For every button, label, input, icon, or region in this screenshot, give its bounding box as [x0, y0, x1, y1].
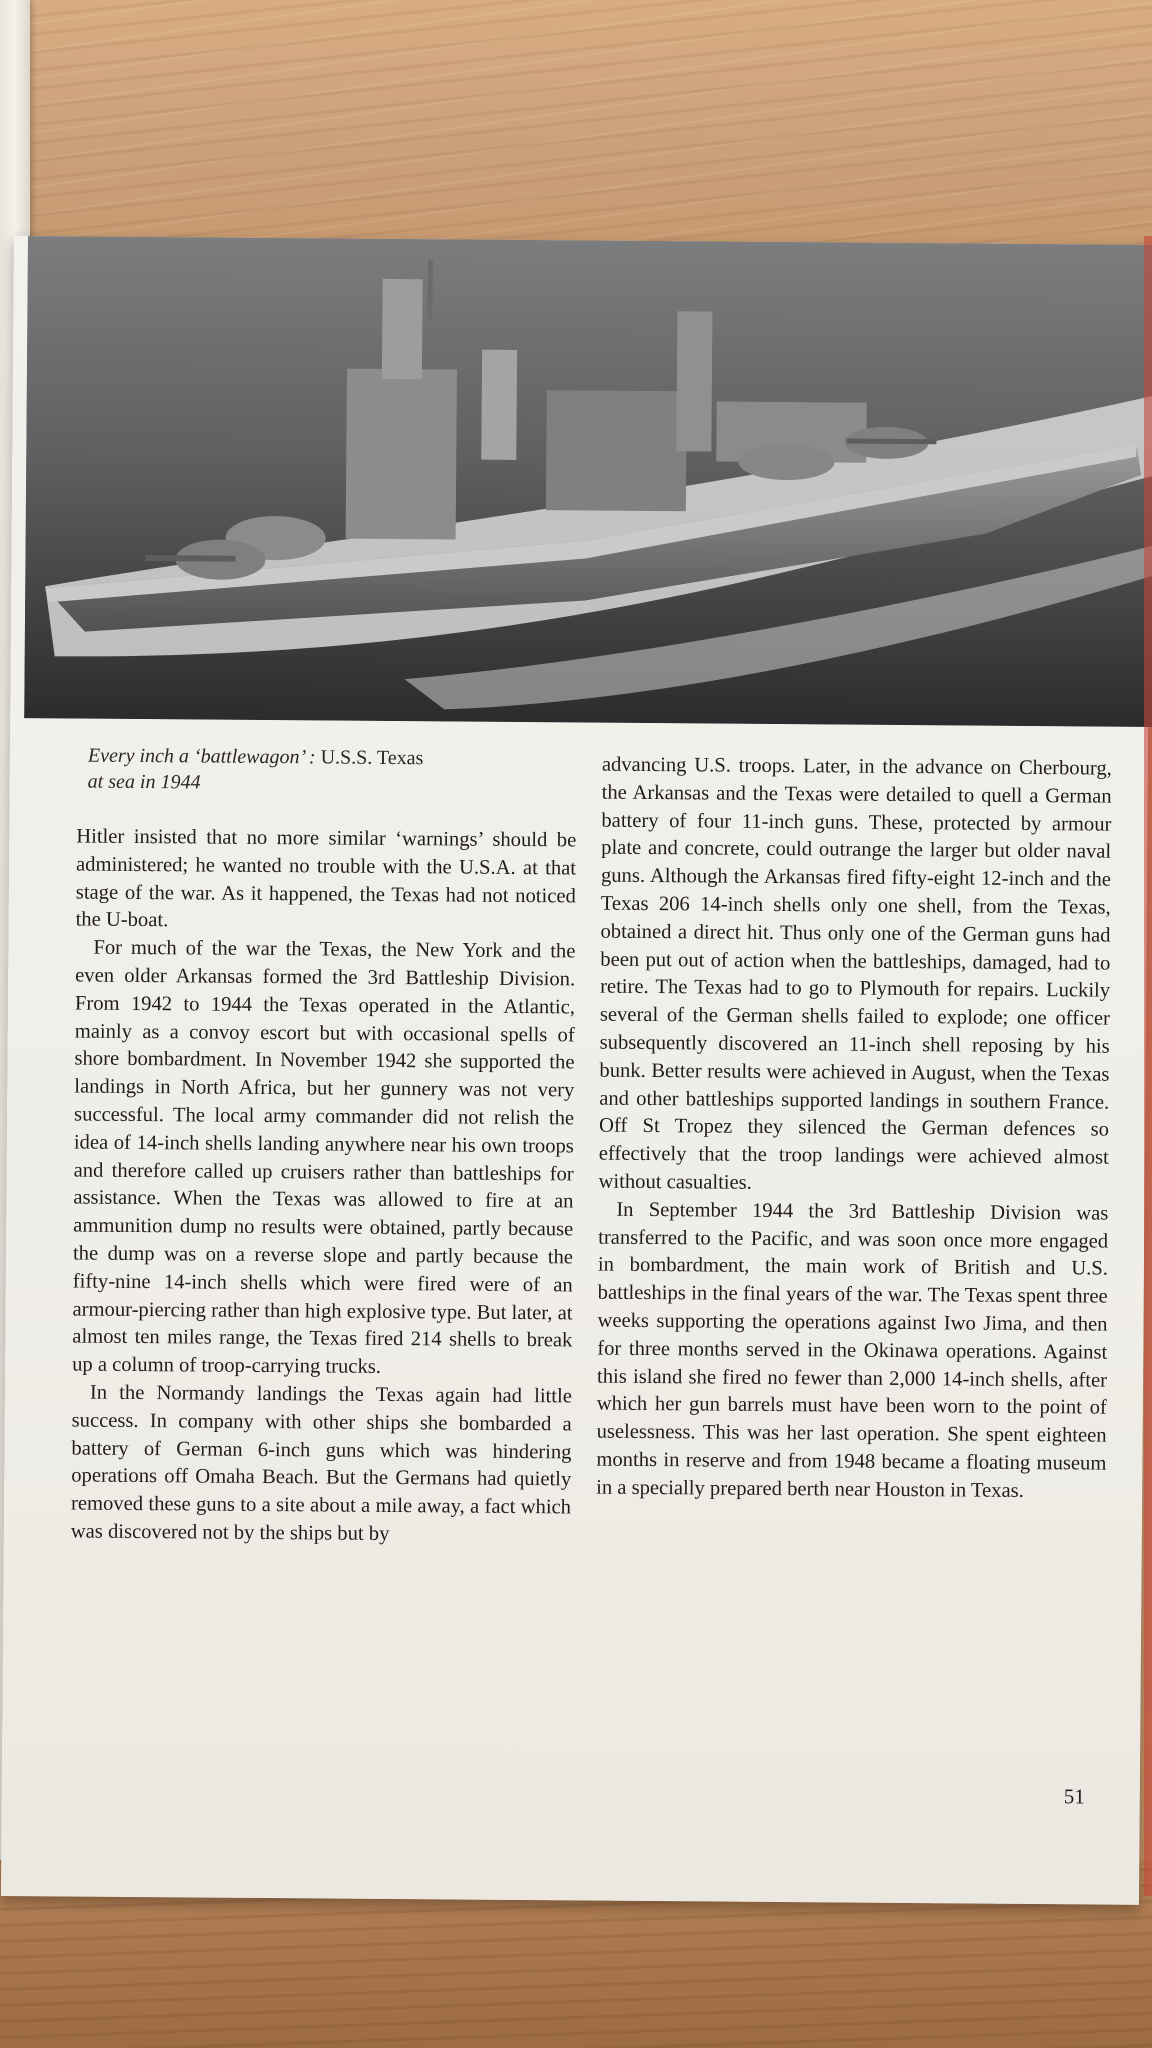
- left-paragraph-1: Hitler insisted that no more similar ‘warnings’ should be administered; he wanted no trouble with the U.S.A. at that stage of the war. As it happened, the Texas had not noticed the U-boat.: [75, 825, 577, 932]
- left-paragraph-3: In the Normandy landings the Texas again had little success. In company with other ships she bombarded a battery of German 6-inch guns which was hindering operations off Omaha Beach. But the Germans had quietly removed these guns to a site about a mile away, a fact which was discovered not by the ships but by: [70, 1381, 572, 1545]
- right-paragraph-1: advancing U.S. troops. Later, in the advance on Cherbourg, the Arkansas and the Texas were detailed to quell a German battery of four 11-inch guns. These, protected by armour plate and concrete, could outrange the larger but older naval guns. Although the Arkansas fired fifty-eight 12-inch and the Texas 206 14-inch shells only one shell, from the Texas, obtained a direct hit. Thus only one of the German guns had been put out of action when the battleships, damaged, had to retire. The Texas had to go to Plymouth for repairs. Luckily several of the German shells failed to explode; one officer subsequently discovered an 11-inch shell reposing by his bunk. Better results were achieved in August, when the Texas and other battleships supported landings in southern France. Off St Tropez they silenced the German defences so effectively that the troop landings were achieved almost without casualties.: [598, 753, 1112, 1194]
- battleship-photo: [24, 236, 1152, 727]
- left-text-column: [71, 824, 577, 1551]
- wood-table-top: [0, 0, 1152, 250]
- page-number: 51: [1063, 1784, 1085, 1809]
- caption-line2: at sea in 1944: [87, 770, 201, 794]
- page-red-edge: [1144, 236, 1152, 1896]
- caption-line1-upright: U.S.S. Texas: [320, 746, 424, 770]
- left-paragraph-2: For much of the war the Texas, the New York and the even older Arkansas formed the 3rd Battleship Division. From 1942 to 1944 the Texas operated in the Atlantic, mainly as a convoy escort but with occasional spells of shore bombardment. In November 1942 she supported the landings in North Africa, but her gunnery was not very successful. The local army commander did not relish the idea of 14-inch shells landing anywhere near his own troops and therefore called up cruisers rather than battleships for assistance. When the Texas was allowed to fire at an ammunition dump no results were obtained, partly because the dump was on a reverse slope and partly because the fifty-nine 14-inch shells which were fired were of an armour-piercing rather than high explosive type. But later, at almost ten miles range, the Texas fired 214 shells to break up a column of troop-carrying trucks.: [72, 936, 576, 1379]
- battleship-illustration: [24, 236, 1152, 727]
- caption-line1-italic: Every inch a ‘battlewagon’ :: [87, 744, 321, 769]
- photo-caption: [88, 743, 528, 798]
- right-paragraph-2: In September 1944 the 3rd Battleship Division was transferred to the Pacific, and was soon once more engaged in bombardment, the main work of British and U.S. battleships in the final years of the war. The Texas spent three weeks supporting the operations against Iwo Jima, and then for three months served in the Okinawa operations. Against this island she fired no fewer than 2,000 14-inch shells, after which her gun barrels must have been worn to the point of uselessness. This was her last operation. She spent eighteen months in reserve and from 1948 became a floating museum in a specially prepared berth near Houston in Texas.: [596, 1198, 1109, 1502]
- right-text-column: [596, 752, 1112, 1506]
- book-page: [1, 236, 1152, 1905]
